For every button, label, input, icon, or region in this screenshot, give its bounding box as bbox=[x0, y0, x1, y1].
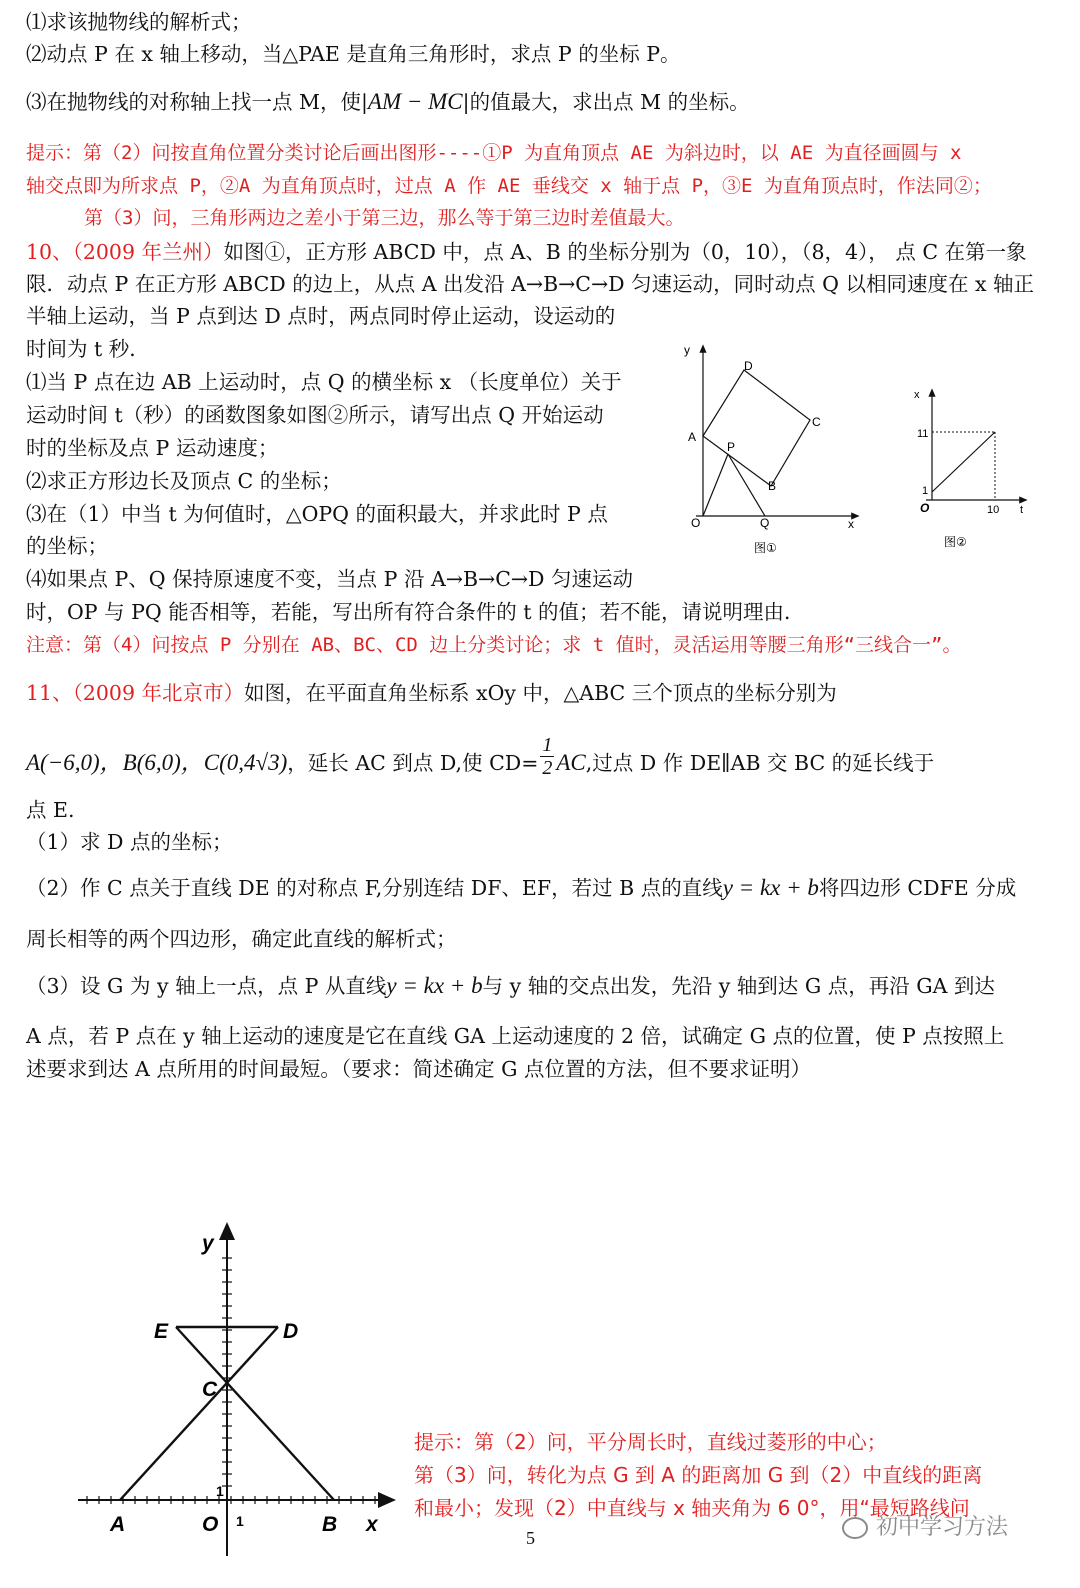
label-d: D bbox=[283, 1320, 299, 1343]
label-o: O bbox=[920, 501, 930, 515]
figure-2-graph bbox=[906, 382, 1036, 552]
label-a: A bbox=[110, 1513, 126, 1536]
q11-line: 述要求到达 A 点所用的时间最短。（要求：简述确定 G 点位置的方法，但不要求证明） bbox=[26, 1057, 811, 1081]
label-t: t bbox=[1020, 504, 1024, 516]
figure-2-caption: 图② bbox=[944, 535, 967, 549]
label-d: D bbox=[744, 359, 753, 373]
q9-part1: ⑴求该抛物线的解析式； bbox=[26, 10, 252, 34]
label-c: C bbox=[812, 415, 821, 429]
q11-coordinates-line: A(−6,0)，B(6,0)，C(0,4√3)，延长 AC 到点 D,使 CD= $\frac{1}{2}$ AC,过点 D 作 DE∥AB 交 BC 的延长线于 bbox=[26, 734, 935, 779]
segment-pq bbox=[728, 454, 765, 516]
q9-hint-line: 提示：第（2）问按直角位置分类讨论后画出图形----①P 为直角顶点 AE 为斜边时，以 AE 为直径画圆与 x bbox=[26, 142, 962, 164]
q11-line: （3）设 G 为 y 轴上一点，点 P 从直线y = kx + b与 y 轴的交点出发，先沿 y 轴到达 G 点，再沿 GA 到达 bbox=[26, 973, 995, 998]
q9-part2: ⑵动点 P 在 x 轴上移动，当△PAE 是直角三角形时，求点 P 的坐标 P。 bbox=[26, 42, 681, 66]
q9-hint-line: 轴交点即为所求点 P，②A 为直角顶点时，过点 A 作 AE 垂线交 x 轴于点 P，③E 为直角顶点时，作法同②； bbox=[26, 175, 992, 197]
q11-hint-line: 提示：第（2）问，平分周长时，直线过菱形的中心； bbox=[414, 1430, 887, 1454]
label-11: 11 bbox=[917, 428, 929, 440]
q10-line: 半轴上运动，当 P 点到达 D 点时，两点同时停止运动，设运动的 bbox=[26, 304, 616, 328]
q11-line: （2）作 C 点关于直线 DE 的对称点 F,分别连结 DF、EF，若过 B 点的直线y = kx + b将四边形 CDFE 分成 bbox=[26, 875, 1017, 900]
q9-part3: ⑶在抛物线的对称轴上找一点 M，使|AM − MC|的值最大，求出点 M 的坐标。 bbox=[26, 89, 750, 114]
q10-line: 的坐标； bbox=[26, 534, 108, 558]
q11-figure bbox=[70, 1220, 400, 1560]
page-number: 5 bbox=[526, 1528, 535, 1548]
q10-line: 时的坐标及点 P 运动速度； bbox=[26, 436, 279, 460]
label-a: A bbox=[688, 430, 697, 444]
label-x: x bbox=[914, 389, 920, 401]
label-1-y: 1 bbox=[216, 1483, 224, 1499]
segment-op bbox=[703, 454, 728, 516]
q11-hint-line: 第（3）问，转化为点 G 到 A 的距离加 G 到（2）中直线的距离 bbox=[414, 1463, 983, 1487]
q11-line: （1）求 D 点的坐标； bbox=[26, 830, 233, 854]
label-c: C bbox=[202, 1378, 218, 1401]
label-y: y bbox=[684, 343, 690, 357]
q11-hint-line: 和最小；发现（2）中直线与 x 轴夹角为 6 0°，用“最短路线问 bbox=[414, 1496, 970, 1520]
q10-line: ⑷如果点 P、Q 保持原速度不变，当点 P 沿 A→B→C→D 匀速运动 bbox=[26, 567, 634, 591]
q10-line: 时间为 t 秒． bbox=[26, 337, 150, 361]
square-abcd bbox=[703, 370, 810, 486]
wechat-icon bbox=[842, 1517, 868, 1539]
label-e: E bbox=[154, 1320, 169, 1343]
q11-line: 11、（2009 年北京市）如图，在平面直角坐标系 xOy 中，△ABC 三个顶点的坐标分别为 bbox=[26, 681, 837, 705]
label-x: x bbox=[848, 517, 854, 531]
label-o: O bbox=[202, 1513, 219, 1536]
label-b: B bbox=[768, 479, 777, 493]
graph-line bbox=[932, 432, 995, 492]
label-1-x: 1 bbox=[236, 1513, 244, 1529]
label-o: O bbox=[691, 516, 701, 530]
q11-line: 周长相等的两个四边形，确定此直线的解析式； bbox=[26, 927, 457, 951]
label-q: Q bbox=[760, 516, 770, 530]
q9-hint-line: 第（3）问，三角形两边之差小于第三边，那么等于第三边时差值最大。 bbox=[84, 207, 685, 229]
q10-line: 10、（2009 年兰州）如图①，正方形 ABCD 中，点 A、B 的坐标分别为（0，10），（8，4）， 点 C 在第一象 bbox=[26, 240, 1027, 264]
label-y: y bbox=[202, 1232, 214, 1255]
q10-note: 注意：第（4）问按点 P 分别在 AB、BC、CD 边上分类讨论；求 t 值时，灵活运用等腰三角形“三线合一”。 bbox=[26, 634, 962, 656]
q10-line: ⑵求正方形边长及顶点 C 的坐标； bbox=[26, 469, 342, 493]
q10-line: 限．动点 P 在正方形 ABCD 的边上，从点 A 出发沿 A→B→C→D 匀速运动，同时动点 Q 以相同速度在 x 轴正 bbox=[26, 272, 1035, 296]
label-1: 1 bbox=[922, 485, 929, 497]
figure-1-square-diagram bbox=[676, 338, 866, 560]
q10-line: ⑶在（1）中当 t 为何值时，△OPQ 的面积最大，并求此时 P 点 bbox=[26, 502, 608, 526]
q11-line: 点 E. bbox=[26, 798, 75, 822]
label-p: P bbox=[727, 440, 736, 454]
watermark: 初中学习方法 bbox=[842, 1510, 1008, 1541]
label-x: x bbox=[366, 1513, 378, 1536]
figure-1-caption: 图① bbox=[754, 541, 777, 555]
label-b: B bbox=[322, 1513, 338, 1536]
q10-line: ⑴当 P 点在边 AB 上运动时，点 Q 的横坐标 x （长度单位）关于 bbox=[26, 370, 622, 394]
label-10: 10 bbox=[987, 504, 1000, 516]
q10-line: 运动时间 t（秒）的函数图象如图②所示，请写出点 Q 开始运动 bbox=[26, 403, 604, 427]
q10-line: 时，OP 与 PQ 能否相等，若能，写出所有符合条件的 t 的值；若不能，请说明理由． bbox=[26, 600, 805, 624]
q11-line: A 点，若 P 点在 y 轴上运动的速度是它在直线 GA 上运动速度的 2 倍，试确定 G 点的位置，使 P 点按照上 bbox=[26, 1024, 1005, 1048]
